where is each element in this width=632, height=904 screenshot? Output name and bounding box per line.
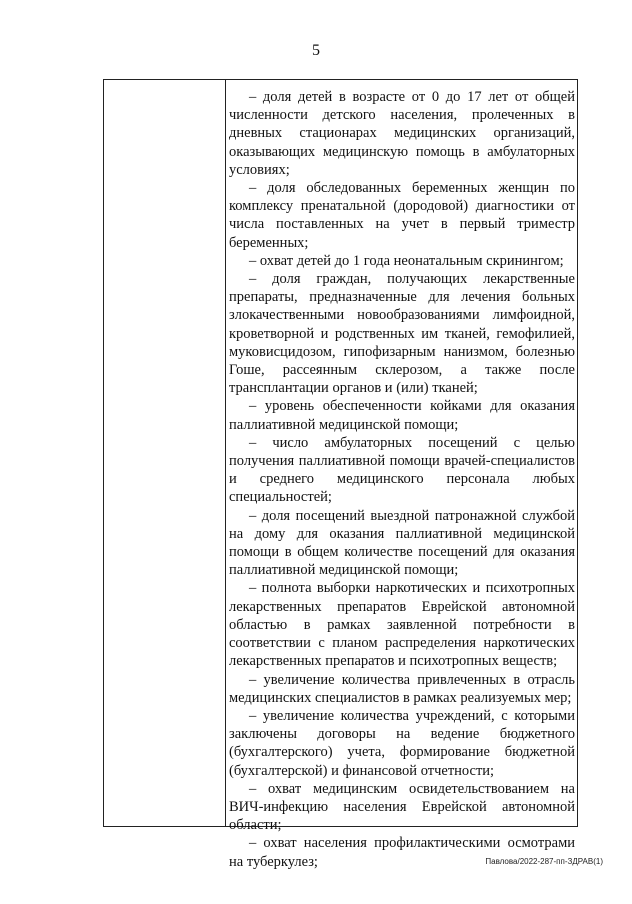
list-item: – охват медицинским освидетельствованием на ВИЧ-инфекцию населения Еврейской автономной области; [229, 780, 575, 834]
page-number: 5 [312, 42, 320, 59]
list-item: – полнота выборки наркотических и психотропных лекарственных препаратов Еврейской автономной областью в рамках заявленной потребности в соответствии с планом распределения наркотических лекарственных препаратов и психотропных веществ; [229, 580, 575, 670]
list-item: – увеличение количества учреждений, с которыми заключены договоры на ведение бюджетного (бухгалтерского) учета, формирование бюджетной (бухгалтерской) и финансовой отчетности; [229, 707, 575, 779]
list-item: – число амбулаторных посещений с целью получения паллиативной помощи врачей-специалистов и среднего медицинского персонала любых специальностей; [229, 434, 575, 506]
list-item: – доля граждан, получающих лекарственные препараты, предназначенные для лечения больных злокачественными новообразованиями лимфоидной, кроветворной и родственных им тканей, гемофилией, муковисцидозом, гипофизарным нанизмом, болезнью Гоше, рассеянным склерозом, а также после трансплантации органов и (или) тканей; [229, 271, 575, 397]
list-item: – доля посещений выездной патронажной службой на дому для оказания паллиативной медицинской помощи в общем количестве посещений для оказания паллиативной медицинской помощи; [229, 507, 575, 579]
table-left-column [104, 80, 226, 826]
list-item: – увеличение количества привлеченных в отрасль медицинских специалистов в рамках реализуемых мер; [229, 671, 575, 706]
list-item: – доля обследованных беременных женщин по комплексу пренатальной (дородовой) диагностики от числа поставленных на учет в первый триместр беременных; [229, 180, 575, 251]
list-item: – доля детей в возрасте от 0 до 17 лет от общей численности детского населения, пролеченных в дневных стационарах медицинских организаций, оказывающих медицинскую помощь в амбулаторных условиях; [229, 89, 575, 178]
list-item: – охват населения профилактическими осмотрами на туберкулез; [229, 835, 575, 870]
list-item: – уровень обеспеченности койками для оказания паллиативной медицинской помощи; [229, 398, 575, 433]
list-item: – охват детей до 1 года неонатальным скринингом; [249, 252, 564, 269]
document-footer-code: Павлова/2022-287-пп-ЗДРАВ(1) [485, 857, 603, 866]
